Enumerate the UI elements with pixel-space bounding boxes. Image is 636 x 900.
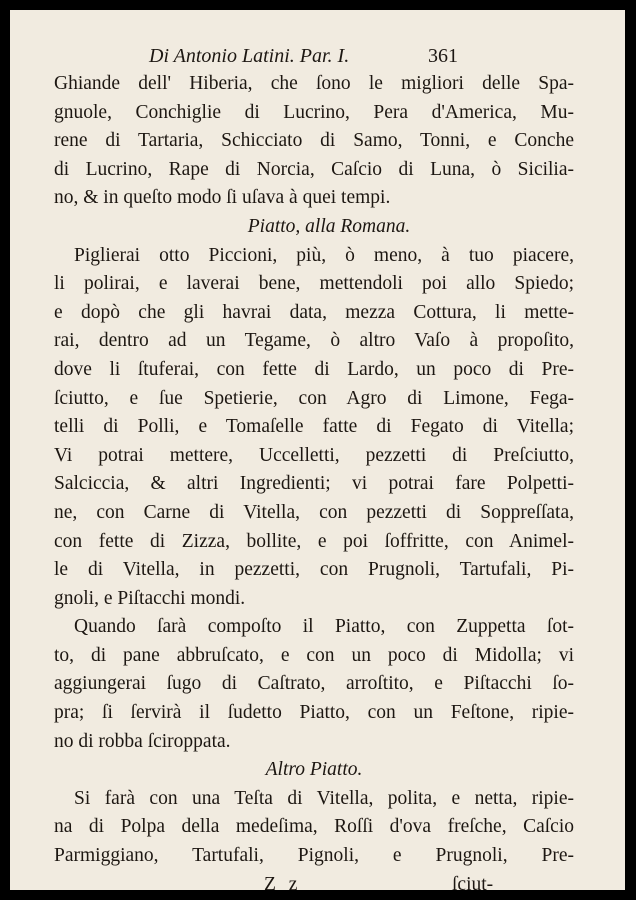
text-line: no, & in queſto modo ſi uſava à quei tempi. <box>54 187 391 209</box>
text-line: le di Vitella, in pezzetti, con Prugnoli, Tartufali, Pi- <box>54 559 574 581</box>
text-line: rai, dentro ad un Tegame, ò altro Vaſo à propoſito, <box>54 330 574 352</box>
text-line: rene di Tartaria, Schicciato di Samo, Tonni, e Conche <box>54 130 574 152</box>
text-line: ſciutto, e ſue Spetierie, con Agro di Limone, Fega- <box>54 387 574 409</box>
text-line: telli di Polli, e Tomaſelle fatte di Fegato di Vitella; <box>54 416 574 438</box>
section-heading-altro-piatto: Altro Piatto. <box>265 759 363 781</box>
text-line: Ghiande dell' Hiberia, che ſono le migliori delle Spa- <box>54 73 574 94</box>
text-line: e dopò che gli havrai data, mezza Cottura, li mette- <box>54 301 574 323</box>
text-line: gnuole, Conchiglie di Lucrino, Pera d'America, Mu- <box>54 101 574 123</box>
catchword: ſciut- <box>452 873 494 890</box>
text-line: no di robba ſciroppata. <box>54 730 231 752</box>
paragraph-2 <box>54 242 574 614</box>
running-title: Di Antonio Latini. Par. I. <box>149 45 350 67</box>
signature-mark: Z z <box>264 873 302 890</box>
page-footer <box>54 871 574 890</box>
text-line: di Lucrino, Rape di Norcia, Caſcio di Luna, ò Siciliа- <box>54 158 574 180</box>
text-line: dove li ſtuferai, con fette di Lardo, un poco di Pre- <box>54 358 574 380</box>
text-line: li polirai, e laverai bene, mettendoli poi allo Spiedo; <box>54 273 574 295</box>
section-heading-piatto-alla-romana: Piatto, alla Romana. <box>247 215 411 237</box>
text-line: na di Polpa della medeſima, Roſſi d'ova freſche, Caſcio <box>54 816 574 838</box>
text-line: Parmiggiano, Tartufali, Pignoli, e Prugnoli, Pre- <box>54 845 574 867</box>
text-line: pra; ſi ſervirà il ſudetto Piatto, con un Feſtone, ripie- <box>54 702 574 724</box>
text-line: Si farà con una Teſta di Vitella, polita, e netta, ripie- <box>74 787 574 809</box>
text-line: con fette di Zizza, bollite, e poi ſoffritte, con Animel- <box>54 530 574 552</box>
book-page <box>10 10 625 890</box>
text-line: aggiungerai ſugo di Caſtrato, arroſtito, e Piſtacchi ſo- <box>54 673 574 695</box>
page-number: 361 <box>428 45 458 67</box>
text-line: to, di pane abbruſcato, e con un poco di Midolla; vi <box>54 644 574 666</box>
text-line: ne, con Carne di Vitella, con pezzetti di Soppreſſata, <box>54 501 574 523</box>
text-line: Vi potrai mettere, Uccelletti, pezzetti di Preſciutto, <box>54 444 574 466</box>
paragraph-3 <box>54 613 574 756</box>
page-content <box>54 40 574 890</box>
running-header <box>54 40 574 70</box>
text-line: Salciccia, & altri Ingredienti; vi potrai fare Polpetti- <box>54 473 574 495</box>
paragraph-4 <box>54 785 574 871</box>
text-line: Quando ſarà compoſto il Piatto, con Zuppetta ſot- <box>74 616 574 638</box>
text-line: Piglierai otto Piccioni, più, ò meno, à tuo piacere, <box>74 244 574 266</box>
paragraph-1 <box>54 70 574 213</box>
text-line: gnoli, e Piſtacchi mondi. <box>54 587 246 609</box>
